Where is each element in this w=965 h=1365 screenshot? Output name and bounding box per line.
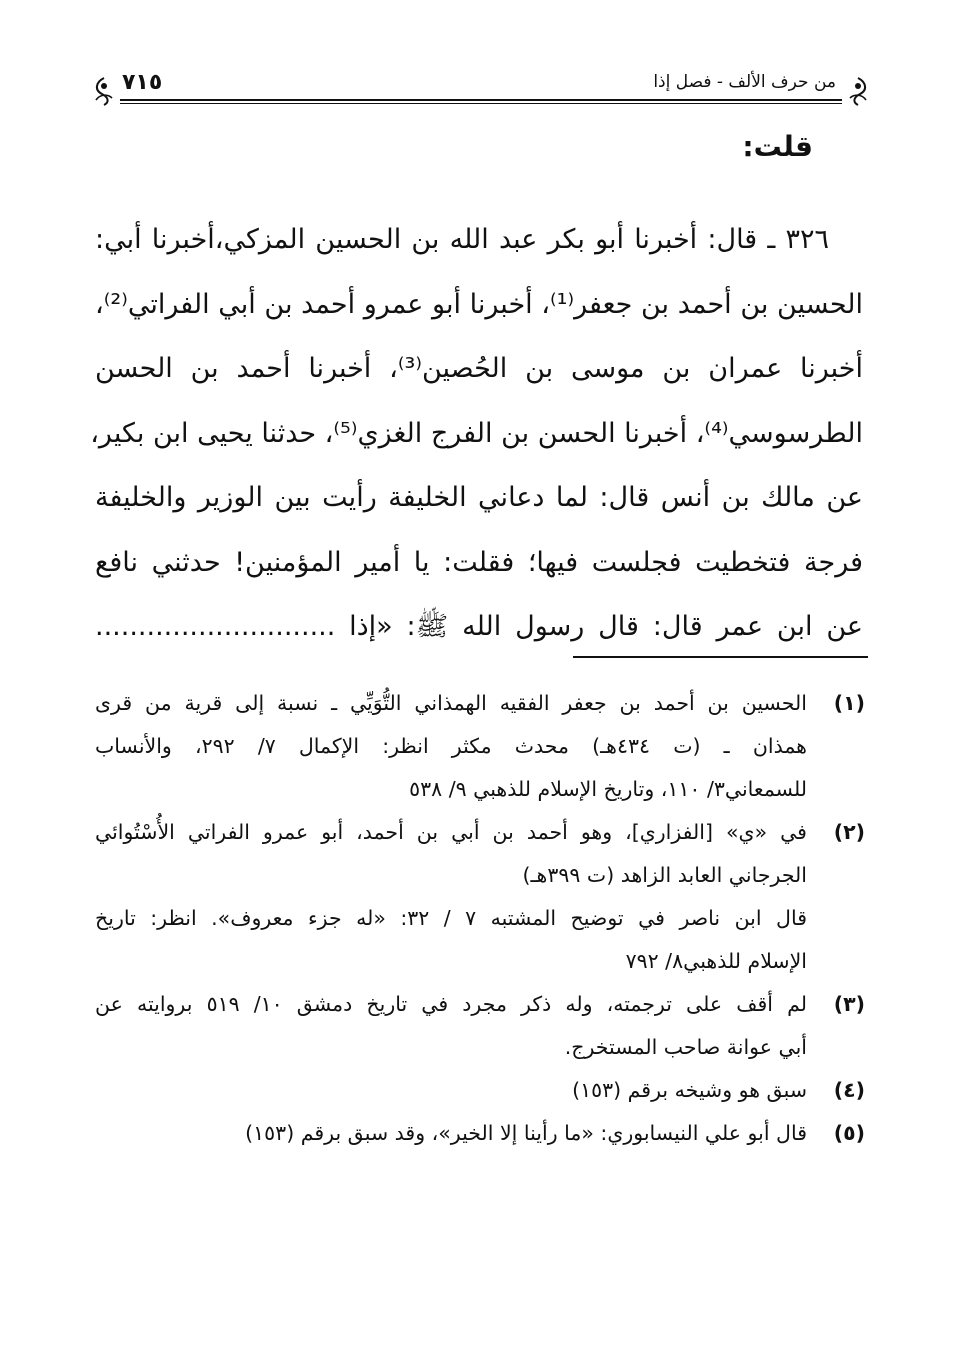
- main-text-line: ٣٢٦ ـ قال: أخبرنا أبو بكر عبد الله بن الحسين المزكي،أخبرنا أبي:: [95, 224, 829, 255]
- main-text-line: عن ابن عمر قال: قال رسول الله ﷺ: «إذا ............................: [95, 611, 863, 642]
- footnote-line: قال أبو علي النيسابوري: «ما رأينا إلا الخير»، وقد سبق برقم (١٥٣): [245, 1121, 807, 1145]
- footnote-4: [95, 1069, 865, 1112]
- footnote-line: في «ي» [الفزاري]، وهو أحمد بن أبي بن أحمد، أبو عمرو الفراتي الأُسْتُوائي: [95, 820, 807, 844]
- footnote-5: [95, 1112, 865, 1155]
- section-label: قلت:: [742, 130, 813, 163]
- footnote-1: [95, 682, 865, 811]
- main-text-line: عن مالك بن أنس قال: لما دعاني الخليفة رأيت بين الوزير والخليفة: [95, 482, 863, 513]
- ornament-left-icon: [92, 76, 116, 106]
- footnote-line: للسمعاني٣/ ١١٠، وتاريخ الإسلام للذهبي ٩/ ٥٣٨: [409, 777, 807, 801]
- footnote-number: (٣): [833, 992, 865, 1016]
- footnote-number: (١): [833, 691, 865, 715]
- footnote-number: (٢): [833, 820, 865, 844]
- footnote-line: قال ابن ناصر في توضيح المشتبه ٧ / ٣٢: «له جزء معروف». انظر: تاريخ: [95, 906, 807, 930]
- footnote-3: [95, 983, 865, 1069]
- footnote-line: همذان ـ (ت ٤٣٤هـ) محدث مكثر انظر: الإكمال ٧/ ٢٩٢، والأنساب: [95, 734, 807, 758]
- footnote-separator: [573, 656, 868, 658]
- running-title: من حرف الألف - فصل إذا: [653, 72, 836, 92]
- main-text-line: الطرسوسي⁽⁴⁾، أخبرنا الحسن بن الفرج الغزي⁽⁵⁾، حدثنا يحيى ابن بكير،: [90, 417, 863, 449]
- page-number: ٧١٥: [122, 70, 163, 95]
- footnote-line: الإسلام للذهبي٨/ ٧٩٢: [625, 949, 807, 973]
- page-header: [92, 58, 870, 106]
- footnote-2: [95, 811, 865, 983]
- footnotes: [95, 682, 865, 1155]
- footnote-number: (٤): [833, 1078, 865, 1102]
- footnote-line: الجرجاني العابد الزاهد (ت ٣٩٩هـ): [522, 863, 807, 887]
- ornament-right-icon: [846, 76, 870, 106]
- main-text: [90, 208, 863, 660]
- footnote-line: أبي عوانة صاحب المستخرج.: [564, 1035, 807, 1059]
- main-text-line: أخبرنا عمران بن موسى بن الحُصين⁽³⁾، أخبرنا أحمد بن الحسن: [95, 353, 863, 384]
- header-rule-thin: [120, 103, 842, 104]
- main-text-line: فرجة فتخطيت فجلست فيها؛ فقلت: يا أمير المؤمنين! حدثني نافع: [95, 546, 863, 578]
- footnote-line: لم أقف على ترجمته، وله ذكر مجرد في تاريخ دمشق ١٠/ ٥١٩ بروايته عن: [95, 992, 807, 1016]
- footnote-line: سبق هو وشيخه برقم (١٥٣): [572, 1078, 807, 1102]
- main-text-line: الحسين بن أحمد بن جعفر⁽¹⁾، أخبرنا أبو عمرو أحمد بن أبي الفراتي⁽²⁾،: [95, 288, 863, 320]
- footnote-number: (٥): [833, 1121, 865, 1145]
- footnote-line: الحسين بن أحمد بن جعفر الفقيه الهمذاني التُّوَيِّي ـ نسبة إلى قرية من قرى: [95, 691, 807, 715]
- header-rule: [120, 99, 842, 101]
